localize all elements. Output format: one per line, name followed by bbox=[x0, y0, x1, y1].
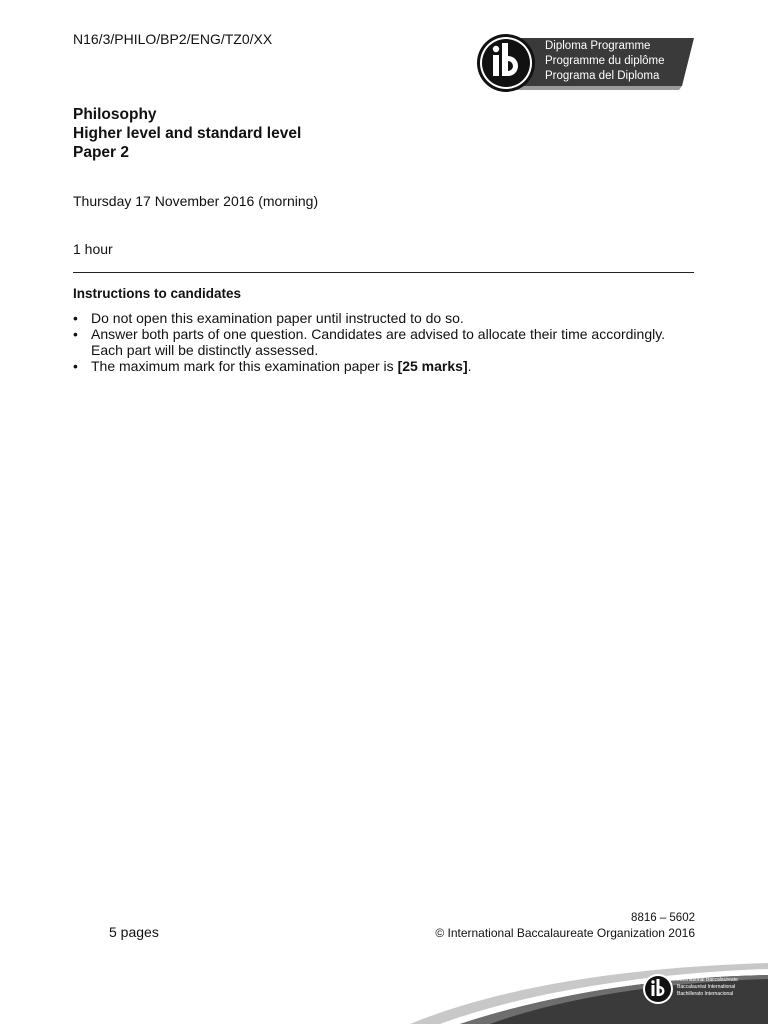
list-item bbox=[73, 358, 694, 374]
logo-line-1: Diploma Programme bbox=[545, 40, 651, 52]
instructions-list bbox=[73, 310, 694, 374]
footer-swoosh-graphic bbox=[400, 955, 768, 1024]
logo-line-3: Programa del Diploma bbox=[545, 70, 660, 82]
copyright-notice: © International Baccalaureate Organization 2016 bbox=[435, 926, 695, 940]
level-title: Higher level and standard level bbox=[73, 125, 302, 142]
exam-duration: 1 hour bbox=[73, 241, 113, 257]
list-item bbox=[73, 326, 694, 358]
list-item bbox=[73, 310, 694, 326]
ib-diploma-programme-logo bbox=[476, 34, 696, 92]
paper-title: Paper 2 bbox=[73, 144, 130, 161]
footer-logo-line-2: Baccalauréat International bbox=[677, 984, 736, 990]
footer-logo-line-1: International Baccalaureate bbox=[677, 977, 738, 983]
instructions-heading: Instructions to candidates bbox=[73, 286, 242, 301]
max-marks: [25 marks] bbox=[397, 358, 468, 374]
logo-line-2: Programme du diplôme bbox=[545, 55, 665, 67]
instruction-punctuation: . bbox=[467, 358, 472, 374]
page-count: 5 pages bbox=[109, 924, 159, 940]
bullet-icon: • bbox=[73, 310, 78, 326]
subject-title: Philosophy bbox=[73, 106, 157, 123]
instruction-text-continued: Each part will be distinctly assessed. bbox=[91, 342, 319, 358]
bullet-icon: • bbox=[73, 326, 78, 342]
paper-code: N16/3/PHILO/BP2/ENG/TZ0/XX bbox=[73, 31, 273, 47]
reference-number: 8816 – 5602 bbox=[631, 912, 695, 924]
exam-date: Thursday 17 November 2016 (morning) bbox=[73, 193, 319, 209]
instruction-text: The maximum mark for this examination paper is bbox=[91, 358, 398, 374]
bullet-icon: • bbox=[73, 358, 78, 374]
title-block bbox=[73, 105, 301, 162]
footer-logo-line-3: Bachillerato Internacional bbox=[677, 991, 734, 997]
instruction-text: Do not open this examination paper until instructed to do so. bbox=[91, 310, 464, 326]
divider-line bbox=[73, 272, 694, 273]
instruction-text: Answer both parts of one question. Candidates are advised to allocate their time accordingly. bbox=[91, 326, 666, 342]
